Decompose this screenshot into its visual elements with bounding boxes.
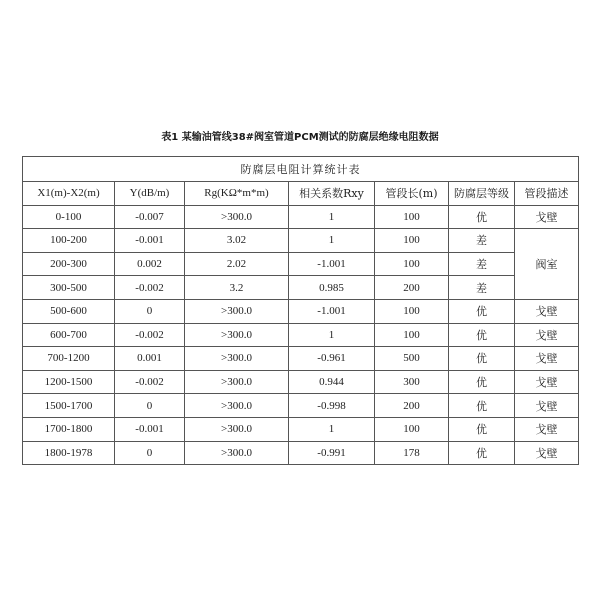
cell-desc: 戈壁 bbox=[515, 394, 579, 418]
cell-rg: >300.0 bbox=[185, 205, 289, 229]
cell-rxy: 1 bbox=[289, 229, 375, 253]
header-range: X1(m)-X2(m) bbox=[23, 182, 115, 206]
cell-desc: 戈壁 bbox=[515, 323, 579, 347]
cell-rg: >300.0 bbox=[185, 394, 289, 418]
cell-rg: >300.0 bbox=[185, 347, 289, 371]
table-title-row bbox=[23, 157, 579, 182]
header-desc: 管段描述 bbox=[515, 182, 579, 206]
cell-rxy: 1 bbox=[289, 205, 375, 229]
cell-length: 200 bbox=[375, 394, 449, 418]
cell-desc-merged: 阀室 bbox=[515, 229, 579, 300]
cell-length: 178 bbox=[375, 441, 449, 465]
cell-range: 1500-1700 bbox=[23, 394, 115, 418]
table-row bbox=[23, 323, 579, 347]
cell-rg: >300.0 bbox=[185, 417, 289, 441]
table-row bbox=[23, 370, 579, 394]
table-row bbox=[23, 252, 579, 276]
cell-y: 0.001 bbox=[115, 347, 185, 371]
cell-y: 0 bbox=[115, 394, 185, 418]
cell-range: 200-300 bbox=[23, 252, 115, 276]
cell-length: 300 bbox=[375, 370, 449, 394]
cell-y: -0.002 bbox=[115, 370, 185, 394]
cell-rg: 2.02 bbox=[185, 252, 289, 276]
cell-rxy: -1.001 bbox=[289, 299, 375, 323]
cell-grade: 差 bbox=[449, 229, 515, 253]
table-row bbox=[23, 229, 579, 253]
cell-y: 0.002 bbox=[115, 252, 185, 276]
cell-rxy: 0.944 bbox=[289, 370, 375, 394]
cell-range: 500-600 bbox=[23, 299, 115, 323]
cell-grade: 差 bbox=[449, 276, 515, 300]
cell-grade: 优 bbox=[449, 299, 515, 323]
table-row bbox=[23, 299, 579, 323]
cell-range: 1700-1800 bbox=[23, 417, 115, 441]
cell-y: -0.002 bbox=[115, 323, 185, 347]
cell-y: -0.001 bbox=[115, 229, 185, 253]
cell-y: -0.001 bbox=[115, 417, 185, 441]
cell-rg: >300.0 bbox=[185, 299, 289, 323]
cell-grade: 优 bbox=[449, 347, 515, 371]
cell-grade: 优 bbox=[449, 323, 515, 347]
cell-grade: 优 bbox=[449, 394, 515, 418]
cell-length: 200 bbox=[375, 276, 449, 300]
table-row bbox=[23, 205, 579, 229]
cell-range: 100-200 bbox=[23, 229, 115, 253]
cell-rxy: -0.998 bbox=[289, 394, 375, 418]
cell-range: 1200-1500 bbox=[23, 370, 115, 394]
cell-rxy: -0.991 bbox=[289, 441, 375, 465]
table-row bbox=[23, 441, 579, 465]
cell-range: 1800-1978 bbox=[23, 441, 115, 465]
cell-rg: 3.2 bbox=[185, 276, 289, 300]
cell-grade: 优 bbox=[449, 441, 515, 465]
cell-desc: 戈壁 bbox=[515, 417, 579, 441]
cell-desc: 戈壁 bbox=[515, 441, 579, 465]
cell-range: 700-1200 bbox=[23, 347, 115, 371]
cell-y: 0 bbox=[115, 299, 185, 323]
cell-length: 100 bbox=[375, 205, 449, 229]
cell-range: 600-700 bbox=[23, 323, 115, 347]
cell-rxy: -1.001 bbox=[289, 252, 375, 276]
cell-length: 100 bbox=[375, 417, 449, 441]
cell-length: 100 bbox=[375, 252, 449, 276]
cell-length: 500 bbox=[375, 347, 449, 371]
cell-length: 100 bbox=[375, 323, 449, 347]
table-row bbox=[23, 276, 579, 300]
cell-rxy: 1 bbox=[289, 417, 375, 441]
cell-grade: 优 bbox=[449, 370, 515, 394]
header-rxy: 相关系数Rxy bbox=[289, 182, 375, 206]
cell-y: -0.007 bbox=[115, 205, 185, 229]
cell-length: 100 bbox=[375, 229, 449, 253]
cell-rg: >300.0 bbox=[185, 370, 289, 394]
cell-desc: 戈壁 bbox=[515, 299, 579, 323]
header-grade: 防腐层等级 bbox=[449, 182, 515, 206]
cell-rg: >300.0 bbox=[185, 441, 289, 465]
cell-y: 0 bbox=[115, 441, 185, 465]
table-header-row bbox=[23, 182, 579, 206]
cell-grade: 优 bbox=[449, 205, 515, 229]
cell-rg: 3.02 bbox=[185, 229, 289, 253]
header-y: Y(dB/m) bbox=[115, 182, 185, 206]
resistance-table bbox=[22, 156, 579, 465]
cell-desc: 戈壁 bbox=[515, 347, 579, 371]
table-title: 防腐层电阻计算统计表 bbox=[23, 157, 579, 182]
table-caption: 表1 某输油管线38#阀室管道PCM测试的防腐层绝缘电阻数据 bbox=[161, 132, 439, 143]
table-row bbox=[23, 347, 579, 371]
cell-range: 300-500 bbox=[23, 276, 115, 300]
cell-range: 0-100 bbox=[23, 205, 115, 229]
cell-y: -0.002 bbox=[115, 276, 185, 300]
cell-length: 100 bbox=[375, 299, 449, 323]
table-row bbox=[23, 394, 579, 418]
header-rg: Rg(KΩ*m*m) bbox=[185, 182, 289, 206]
cell-rxy: -0.961 bbox=[289, 347, 375, 371]
table-row bbox=[23, 417, 579, 441]
cell-desc: 戈壁 bbox=[515, 370, 579, 394]
cell-grade: 差 bbox=[449, 252, 515, 276]
header-length: 管段长(m) bbox=[375, 182, 449, 206]
cell-grade: 优 bbox=[449, 417, 515, 441]
cell-rg: >300.0 bbox=[185, 323, 289, 347]
cell-rxy: 1 bbox=[289, 323, 375, 347]
cell-rxy: 0.985 bbox=[289, 276, 375, 300]
cell-desc: 戈壁 bbox=[515, 205, 579, 229]
